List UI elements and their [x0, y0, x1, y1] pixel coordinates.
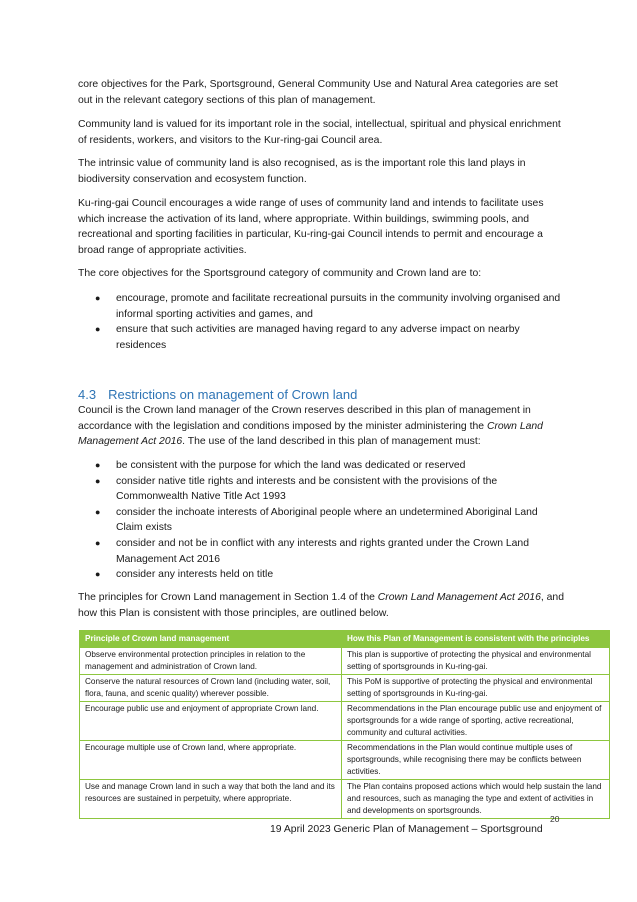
- list-item: ● encourage, promote and facilitate recreational pursuits in the community involving organised and informal sporting activities and games, and: [95, 293, 561, 320]
- table-cell: Recommendations in the Plan would continue multiple uses of sportsgrounds, while recognising there may be conflicts between activities.: [342, 741, 610, 780]
- table-cell: Use and manage Crown land in such a way that both the land and its resources are sustained in perpetuity, where appropriate.: [80, 780, 342, 819]
- table-row: [80, 675, 610, 702]
- table-cell: Encourage public use and enjoyment of appropriate Crown land.: [80, 702, 342, 741]
- paragraph-core-objectives: core objectives for the Park, Sportsground, General Community Use and Natural Area categories are set out in the relevant category sections of this plan of management.: [78, 79, 558, 106]
- table-cell: Observe environmental protection principles in relation to the management and administration of Crown land.: [80, 648, 342, 675]
- table-cell: Recommendations in the Plan encourage public use and enjoyment of sportsgrounds for a wide range of sporting, active recreational, community and cultural activities.: [342, 702, 610, 741]
- section-heading: 4.3 Restrictions on management of Crown land: [78, 387, 358, 402]
- bullet-icon: ●: [95, 506, 101, 517]
- restrictions-bullet-list: [78, 458, 564, 583]
- table-header-row: [80, 631, 610, 648]
- list-item: ● consider the inchoate interests of Aboriginal people where an undetermined Aboriginal Land Claim exists: [95, 506, 538, 534]
- objectives-bullet-list: [78, 291, 564, 353]
- page-number: 20: [550, 814, 560, 824]
- page-footer: 19 April 2023 Generic Plan of Management – Sportsground: [270, 824, 543, 835]
- paragraph-principles-intro: The principles for Crown Land management in Section 1.4 of the Crown Land Management Act 2016, and how this Plan is consistent with those principles, are outlined below.: [78, 592, 564, 619]
- table-header-consistency: How this Plan of Management is consistent with the principles: [342, 631, 610, 648]
- list-item: ● consider and not be in conflict with any interests and rights granted under the Crown Land Management Act 2016: [95, 537, 529, 565]
- table-cell: The Plan contains proposed actions which would help sustain the land and resources, such as managing the type and extent of activities in and developments on sportsgrounds.: [342, 780, 610, 819]
- list-item: ● be consistent with the purpose for which the land was dedicated or reserved: [78, 458, 564, 474]
- bullet-icon: ●: [95, 293, 101, 303]
- table-cell: This PoM is supportive of protecting the physical and environmental setting of sportsgrounds in Ku-ring-gai.: [342, 675, 610, 702]
- table-row: [80, 780, 610, 819]
- bullet-icon: ●: [95, 537, 101, 548]
- list-item: ● consider any interests held on title: [78, 567, 564, 583]
- bullet-icon: ●: [95, 324, 101, 335]
- table-row: [80, 702, 610, 741]
- table-header-principle: Principle of Crown land management: [80, 631, 342, 648]
- principles-table: [79, 630, 610, 819]
- table-cell: Conserve the natural resources of Crown land (including water, soil, flora, fauna, and scenic quality) wherever possible.: [80, 675, 342, 702]
- bullet-icon: ●: [95, 475, 101, 486]
- paragraph-intrinsic-value: The intrinsic value of community land is also recognised, as is the important role this land plays in biodiversity conservation and ecosystem function.: [78, 158, 526, 185]
- paragraph-sportsground-objectives: The core objectives for the Sportsground category of community and Crown land are to:: [78, 268, 482, 279]
- paragraph-wide-range-uses: Ku-ring-gai Council encourages a wide range of uses of community land and intends to facilitate uses which increase the activation of its land, where appropriate. Within buildings, swimming pools, and recreational and sporting facilities in particular, Ku-ring-gai Council intends to permit and encourage a broad range of appropriate activities.: [78, 198, 544, 256]
- table-cell: Encourage multiple use of Crown land, where appropriate.: [80, 741, 342, 780]
- paragraph-crown-land-manager: Council is the Crown land manager of the Crown reserves described in this plan of management in accordance with the legislation and conditions imposed by the minister administering the Crown Land Management Act 2016. The use of the land described in this plan of management must:: [78, 405, 543, 448]
- table-row: [80, 741, 610, 780]
- table-cell: This plan is supportive of protecting the physical and environmental setting of sportsgrounds in Ku-ring-gai.: [342, 648, 610, 675]
- list-item: ● ensure that such activities are managed having regard to any adverse impact on nearby residences: [95, 324, 520, 351]
- list-item: ● consider native title rights and interests and be consistent with the provisions of the Commonwealth Native Title Act 1993: [95, 475, 498, 503]
- bullet-icon: ●: [95, 569, 101, 580]
- table-row: [80, 648, 610, 675]
- bullet-icon: ●: [95, 460, 101, 470]
- paragraph-community-value: Community land is valued for its important role in the social, intellectual, spiritual and physical enrichment of residents, workers, and visitors to the Kur-ring-gai Council area.: [78, 119, 561, 146]
